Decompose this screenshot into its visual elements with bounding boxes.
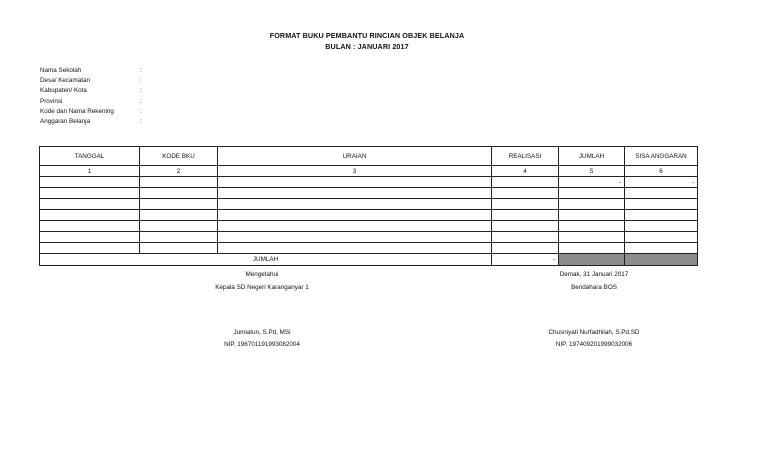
right-signature-name: Chusniyati Nurfadhilah, S.Pd.SD: [548, 329, 640, 336]
table-cell: [140, 243, 218, 254]
total-row: [40, 254, 698, 266]
table-cell: [218, 199, 492, 210]
column-number-row: [40, 166, 698, 177]
table-cell: [40, 232, 140, 243]
info-row-desa-kecamatan: [40, 76, 150, 86]
column-header-tanggal: TANGGAL: [40, 147, 140, 166]
right-signature-line2: Bendahara BOS: [571, 284, 617, 291]
column-number: 5: [559, 166, 625, 177]
info-colon: :: [140, 97, 142, 105]
column-number: 6: [625, 166, 698, 177]
info-colon: :: [140, 107, 142, 115]
table-cell: [40, 221, 140, 232]
table-cell: [218, 188, 492, 199]
column-number: 4: [492, 166, 559, 177]
left-signature-nip: NIP. 196701191993082004: [224, 341, 300, 348]
table-cell: [559, 221, 625, 232]
table-cell: [492, 243, 559, 254]
table-cell: [492, 232, 559, 243]
table-cell: [492, 210, 559, 221]
table-row: [40, 232, 698, 243]
table-cell: [218, 232, 492, 243]
info-fields: [40, 66, 150, 127]
table-cell: [218, 177, 492, 188]
column-header-realisasi: REALISASI: [492, 147, 559, 166]
info-colon: :: [140, 77, 142, 85]
info-row-anggaran-belanja: [40, 117, 150, 127]
table-cell: [625, 232, 698, 243]
table-cell: [140, 232, 218, 243]
info-label: Kode dan Nama Rekening: [40, 107, 114, 115]
table-row: [40, 210, 698, 221]
info-colon: :: [140, 117, 142, 125]
table-cell: [140, 221, 218, 232]
table-cell: [559, 210, 625, 221]
table-cell: [40, 199, 140, 210]
table-cell: [140, 210, 218, 221]
table-cell: [218, 243, 492, 254]
total-realisasi: -: [492, 254, 559, 266]
document-subtitle: BULAN : JANUARI 2017: [325, 42, 409, 51]
table-cell: [625, 199, 698, 210]
left-signature-name: Jumiatun, S.Pd, MSi: [233, 329, 291, 336]
column-header-jumlah: JUMLAH: [559, 147, 625, 166]
table-cell: [140, 188, 218, 199]
document-title: FORMAT BUKU PEMBANTU RINCIAN OBJEK BELANJA: [269, 31, 465, 40]
table-cell: [559, 243, 625, 254]
info-row-provinsi: [40, 97, 150, 107]
column-number: 3: [218, 166, 492, 177]
table-cell: [140, 177, 218, 188]
table-row: [40, 188, 698, 199]
total-jumlah-shaded-cell: [559, 254, 625, 266]
table-cell: [40, 188, 140, 199]
table-cell: [40, 243, 140, 254]
column-header-kode-bku: KODE BKU: [140, 147, 218, 166]
table-cell: [492, 221, 559, 232]
info-row-kode-rekening: [40, 107, 150, 117]
table-cell: [559, 232, 625, 243]
table-cell: [40, 177, 140, 188]
table-header-row: [40, 147, 698, 166]
table-cell: [218, 221, 492, 232]
right-signature-line1: Demak, 31 Januari 2017: [559, 271, 629, 278]
table-cell: [625, 221, 698, 232]
table-cell: [492, 188, 559, 199]
table-cell-jumlah: -: [559, 177, 625, 188]
column-number: 1: [40, 166, 140, 177]
right-signature-nip: NIP. 197409201999032006: [555, 341, 633, 348]
table-cell: [140, 199, 218, 210]
column-header-sisa-anggaran: SISA ANGGARAN: [625, 147, 698, 166]
table-cell: [492, 199, 559, 210]
info-label: Provinsi: [40, 97, 63, 105]
table-cell: [218, 210, 492, 221]
info-colon: :: [140, 87, 142, 95]
info-colon: :: [140, 67, 142, 74]
table-cell: [625, 243, 698, 254]
table-cell: [559, 188, 625, 199]
table-row: [40, 177, 698, 188]
table-cell: [625, 188, 698, 199]
table-row: [40, 199, 698, 210]
info-label: Anggaran Belanja: [40, 117, 91, 125]
table-cell: [559, 199, 625, 210]
info-label: Desa/ Kecamatan: [40, 77, 91, 85]
table-cell-sisa-anggaran: -: [625, 177, 698, 188]
total-label: JUMLAH: [40, 254, 492, 266]
total-sisa-shaded-cell: [625, 254, 698, 266]
info-label: Kabupaten/ Kota: [40, 87, 87, 95]
table-cell: [492, 177, 559, 188]
info-label: Nama Sekolah: [40, 67, 82, 74]
column-number: 2: [140, 166, 218, 177]
info-row-kabupaten-kota: [40, 86, 150, 96]
left-signature-line2: Kepala SD Negeri Karanganyar 1: [215, 284, 309, 291]
table-cell: [625, 210, 698, 221]
table-row: [40, 243, 698, 254]
left-signature-line1: Mengetahui: [245, 271, 279, 278]
table-cell: [40, 210, 140, 221]
column-header-uraian: URAIAN: [218, 147, 492, 166]
table-row: [40, 221, 698, 232]
info-row-nama-sekolah: [40, 66, 150, 76]
ledger-table: [39, 146, 698, 266]
